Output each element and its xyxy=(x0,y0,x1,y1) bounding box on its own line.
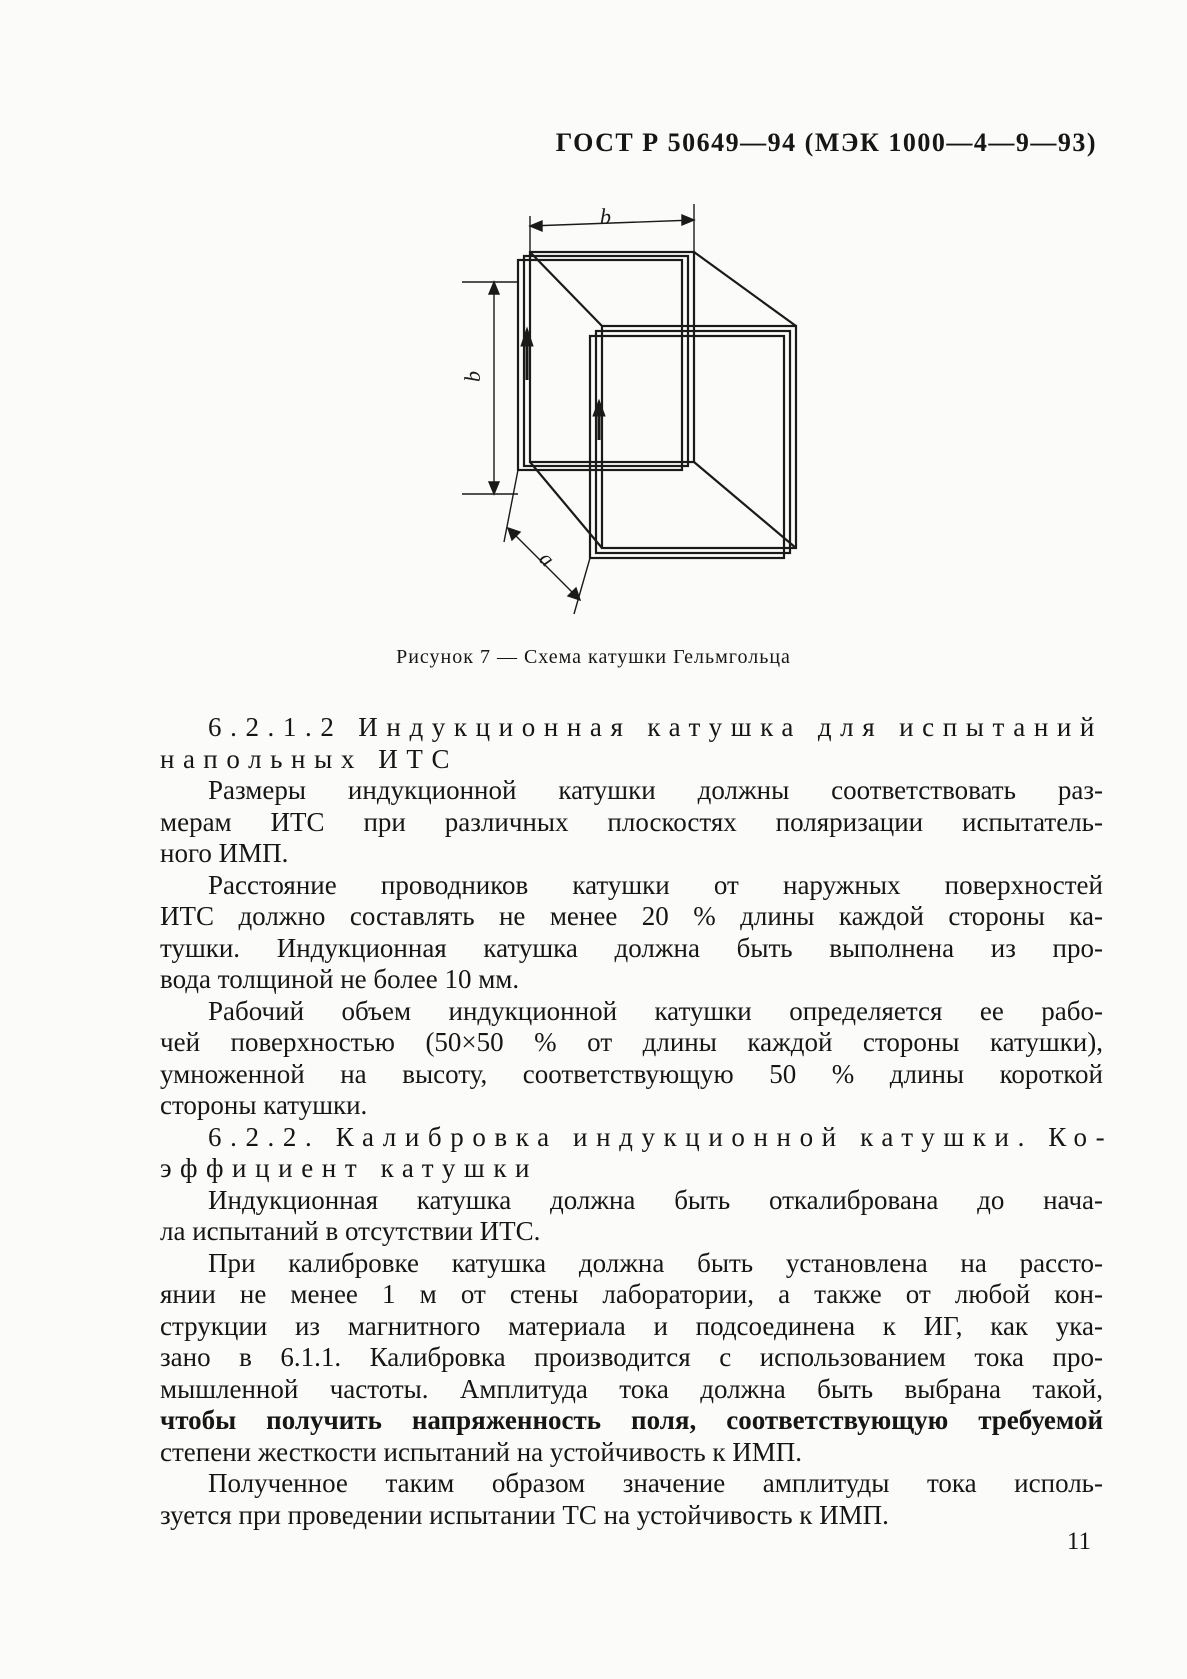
body-line: чтобы получить напряженность поля, соответствующую требуемой xyxy=(160,1405,1103,1435)
current-arrow xyxy=(593,400,605,416)
body-line: чей поверхностью (50×50 % от длины каждой стороны катушки), xyxy=(160,1027,1103,1057)
body-line: Рабочий объем индукционной катушки определяется ее рабо- xyxy=(208,995,1103,1026)
document-body xyxy=(160,712,1114,1531)
dimension-label-bottom: a xyxy=(534,545,560,572)
coil-diagram xyxy=(460,200,850,630)
body-line: вода толщиной не более 10 мм. xyxy=(160,964,520,994)
body-line: мышленной частоты. Амплитуда тока должна быть выбрана такой, xyxy=(160,1373,1103,1404)
body-line: При калибровке катушка должна быть установлена на рассто- xyxy=(208,1247,1103,1278)
document-header: ГОСТ Р 50649—94 (МЭК 1000—4—9—93) xyxy=(555,128,1097,157)
dimension-label-top: b xyxy=(600,204,611,229)
body-line: мерам ИТС при различных плоскостях поляризации испытатель- xyxy=(160,806,1103,837)
body-line: струкции из магнитного материала и подсоединена к ИГ, как ука- xyxy=(160,1310,1103,1341)
body-line: Полученное таким образом значение амплитуды тока исполь- xyxy=(208,1468,1103,1498)
body-line: Расстояние проводников катушки от наружных поверхностей xyxy=(208,869,1103,900)
figure-caption: Рисунок 7 — Схема катушки Гельмгольца xyxy=(396,646,791,668)
body-line: Размеры индукционной катушки должны соответствовать раз- xyxy=(208,775,1103,805)
body-line: стороны катушки. xyxy=(160,1090,368,1120)
current-arrow xyxy=(521,328,533,346)
body-line: степени жесткости испытаний на устойчивость к ИМП. xyxy=(160,1436,803,1467)
dimension-label-left: b xyxy=(460,371,485,382)
body-line: тушки. Индукционная катушка должна быть выполнена из про- xyxy=(160,932,1103,963)
body-line: ного ИМП. xyxy=(160,838,289,868)
body-line: Индукционная катушка должна быть откалибрована до нача- xyxy=(208,1184,1103,1215)
back-coil-turn xyxy=(530,252,694,462)
body-line: зано в 6.1.1. Калибровка производится с использованием тока про- xyxy=(160,1342,1103,1372)
body-line: ИТС должно составлять не менее 20 % длины каждой стороны ка- xyxy=(160,901,1103,931)
section-heading: 6.2.1.2 Индукционная катушка для испытаний xyxy=(208,712,1103,742)
body-line: ла испытаний в отсутствии ИТС. xyxy=(160,1216,541,1246)
body-line: зуется при проведении испытании ТС на устойчивость к ИМП. xyxy=(160,1499,889,1530)
front-coil-turn xyxy=(602,326,796,548)
back-coil-turn xyxy=(524,256,688,466)
page-number: 11 xyxy=(1066,1528,1091,1555)
section-heading: 6.2.2. Калибровка индукционной катушки. Ко- xyxy=(208,1121,1114,1152)
section-heading: эффициент катушки xyxy=(160,1153,539,1183)
helmholtz-coil-figure xyxy=(460,200,850,630)
section-heading: напольных ИТС xyxy=(160,743,459,774)
body-line: умноженной на высоту, соответствующую 50 % длины короткой xyxy=(160,1058,1103,1089)
body-line: янии не менее 1 м от стены лаборатории, а также от любой кон- xyxy=(160,1279,1103,1309)
